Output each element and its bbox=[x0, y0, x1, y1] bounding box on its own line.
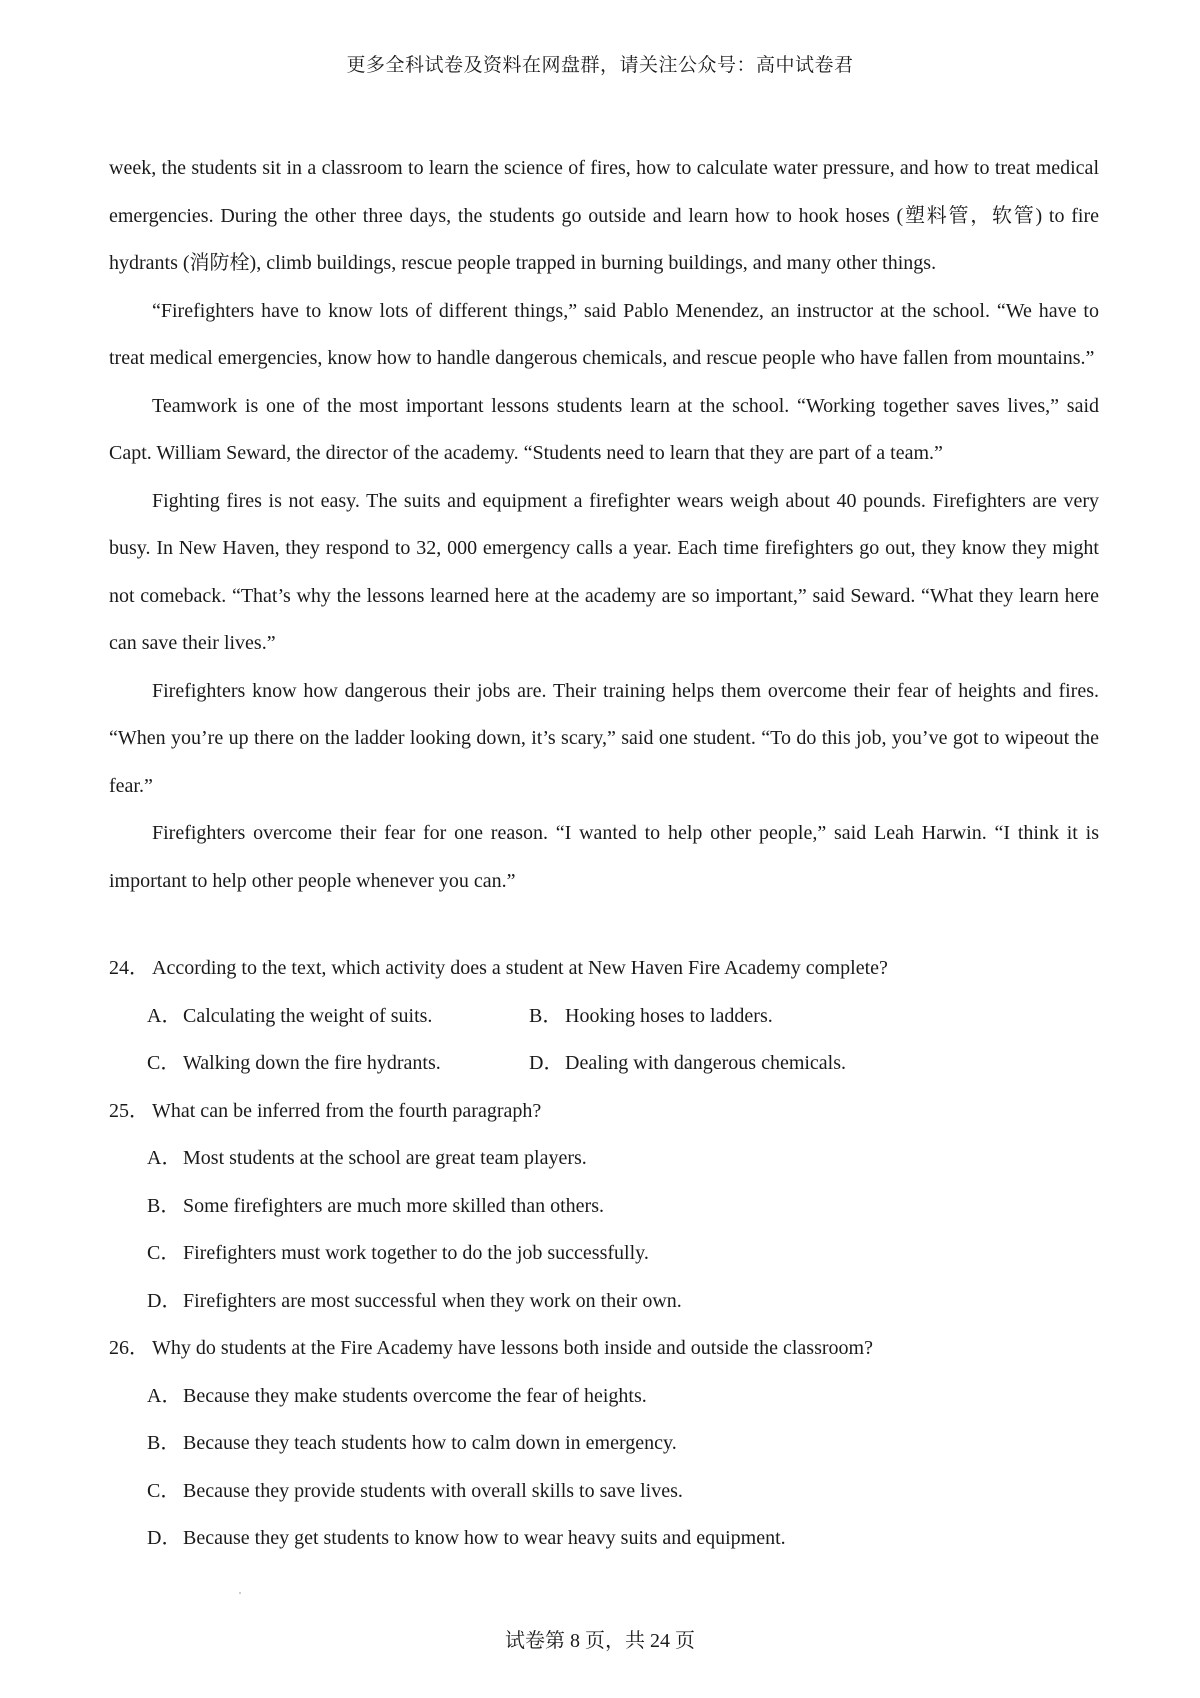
option-letter: B． bbox=[147, 1194, 181, 1217]
option-letter: D． bbox=[529, 1052, 564, 1074]
option-text: Firefighters must work together to do the job successfully. bbox=[183, 1242, 649, 1264]
answer-options bbox=[109, 1135, 1099, 1325]
option-c[interactable] bbox=[147, 1040, 529, 1088]
option-text: Some firefighters are much more skilled than others. bbox=[183, 1194, 604, 1217]
passage-paragraph: Firefighters overcome their fear for one reason. “I wanted to help other people,” said Leah Harwin. “I think it is important to help other people whenever you can.” bbox=[109, 822, 1099, 892]
passage-paragraph: “Firefighters have to know lots of different things,” said Pablo Menendez, an instructor at the school. “We have to treat medical emergencies, know how to handle dangerous chemicals, and rescue people who have fallen from mountains.” bbox=[109, 299, 1099, 369]
reading-passage bbox=[109, 145, 1099, 905]
question-number: 26． bbox=[109, 1337, 149, 1359]
option-letter: C． bbox=[147, 1242, 181, 1264]
question-stem bbox=[109, 1088, 1099, 1136]
option-letter: C． bbox=[147, 1479, 181, 1502]
option-letter: A． bbox=[147, 1147, 182, 1169]
option-d[interactable] bbox=[147, 1515, 1099, 1563]
question-section bbox=[109, 945, 1099, 1563]
option-text: Firefighters are most successful when they work on their own. bbox=[183, 1289, 682, 1312]
question-24 bbox=[109, 945, 1099, 1088]
option-text: Because they make students overcome the fear of heights. bbox=[183, 1384, 647, 1407]
option-letter: D． bbox=[147, 1527, 182, 1549]
passage-paragraph: Fighting fires is not easy. The suits and equipment a firefighter wears weigh about 40 pounds. Firefighters are very busy. In New Haven, they respond to 32, 000 emergency calls a year. Each time firefighters go out, they know they might not comeback. “That’s why the lessons learned here at the academy are so important,” said Seward. “What they learn here can save their lives.” bbox=[109, 489, 1099, 654]
passage-paragraph: Teamwork is one of the most important lessons students learn at the school. “Working together saves lives,” said Capt. William Seward, the director of the academy. “Students need to learn that they are part of a team.” bbox=[109, 394, 1099, 464]
option-text: Because they provide students with overall skills to save lives. bbox=[183, 1479, 683, 1502]
option-a[interactable] bbox=[147, 1135, 1099, 1183]
option-c[interactable] bbox=[147, 1468, 1099, 1516]
question-stem bbox=[109, 945, 1099, 993]
option-text: Calculating the weight of suits. bbox=[183, 1004, 433, 1027]
option-text: Walking down the fire hydrants. bbox=[183, 1052, 441, 1074]
question-text: According to the text, which activity does a student at New Haven Fire Academy complete? bbox=[152, 957, 888, 979]
option-d[interactable] bbox=[147, 1278, 1099, 1326]
answer-options bbox=[109, 1373, 1099, 1563]
passage-paragraph: week, the students sit in a classroom to learn the science of fires, how to calculate water pressure, and how to treat medical emergencies. During the other three days, the students go outside and learn how to hook hoses (塑料管，软管) to fire hydrants (消防栓), climb buildings, rescue people trapped in burning buildings, and many other things. bbox=[109, 157, 1099, 274]
option-a[interactable] bbox=[147, 1373, 1099, 1421]
option-letter: A． bbox=[147, 1384, 182, 1407]
question-number: 25． bbox=[109, 1099, 149, 1122]
scan-speck bbox=[239, 1592, 241, 1594]
option-text: Dealing with dangerous chemicals. bbox=[565, 1052, 847, 1074]
page-footer: 试卷第 8 页，共 24 页 bbox=[505, 1630, 695, 1652]
option-d[interactable] bbox=[529, 1040, 1029, 1088]
question-25 bbox=[109, 1088, 1099, 1326]
question-text: What can be inferred from the fourth paragraph? bbox=[152, 1099, 542, 1122]
option-letter: B． bbox=[529, 1004, 563, 1027]
option-a[interactable] bbox=[147, 993, 529, 1041]
question-stem bbox=[109, 1325, 1099, 1373]
option-b[interactable] bbox=[147, 1420, 1099, 1468]
option-letter: D． bbox=[147, 1289, 182, 1312]
option-b[interactable] bbox=[147, 1183, 1099, 1231]
option-letter: B． bbox=[147, 1432, 181, 1454]
option-text: Most students at the school are great team players. bbox=[183, 1147, 587, 1169]
question-number: 24． bbox=[109, 957, 149, 979]
option-letter: C． bbox=[147, 1052, 181, 1074]
answer-options bbox=[109, 993, 1099, 1088]
option-text: Because they get students to know how to wear heavy suits and equipment. bbox=[183, 1527, 786, 1549]
option-text: Hooking hoses to ladders. bbox=[565, 1004, 773, 1027]
header-note: 更多全科试卷及资料在网盘群，请关注公众号：高中试卷君 bbox=[346, 55, 854, 76]
option-b[interactable] bbox=[529, 993, 1029, 1041]
option-letter: A． bbox=[147, 1004, 182, 1027]
option-c[interactable] bbox=[147, 1230, 1099, 1278]
question-text: Why do students at the Fire Academy have lessons both inside and outside the classroom? bbox=[152, 1337, 873, 1359]
option-text: Because they teach students how to calm down in emergency. bbox=[183, 1432, 677, 1454]
question-26 bbox=[109, 1325, 1099, 1563]
passage-paragraph: Firefighters know how dangerous their jobs are. Their training helps them overcome their fear of heights and fires. “When you’re up there on the ladder looking down, it’s scary,” said one student. “To do this job, you’ve got to wipeout the fear.” bbox=[109, 679, 1099, 797]
